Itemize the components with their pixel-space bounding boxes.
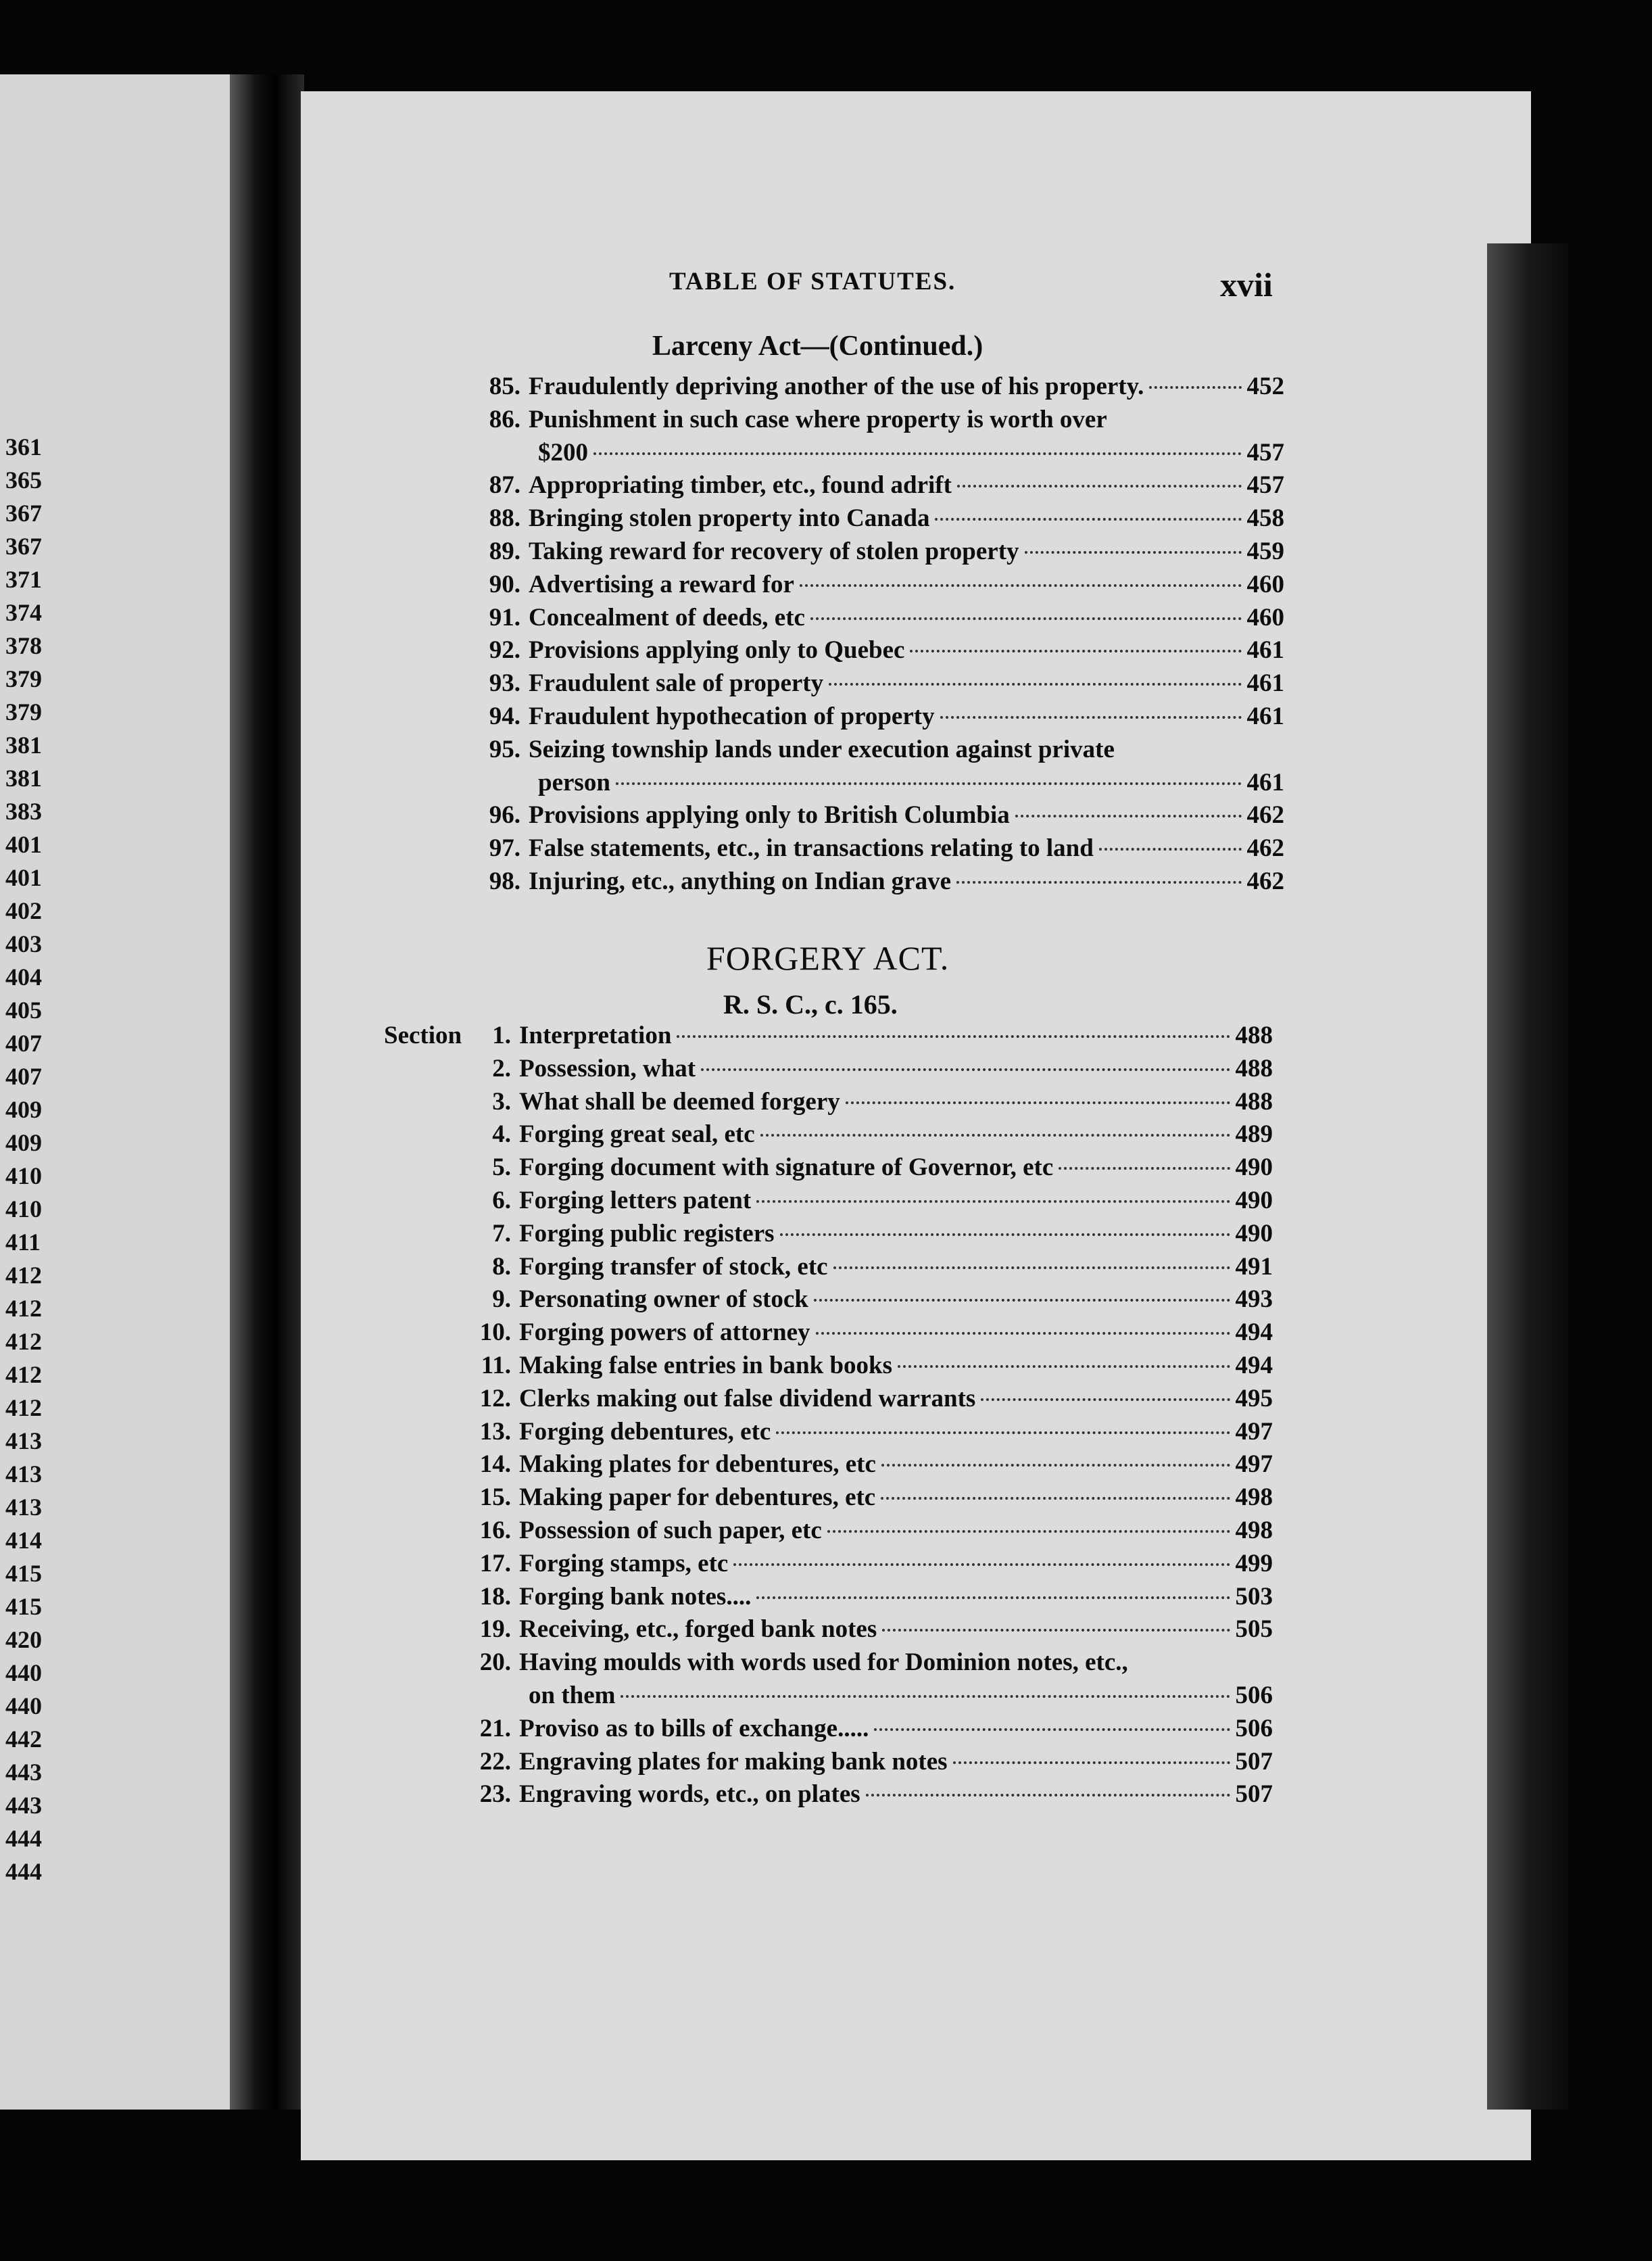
entry-page: 461 [1246, 636, 1284, 665]
entry-line [519, 1714, 1273, 1743]
dot-leader [866, 1794, 1230, 1796]
left-page-number: 412 [5, 1394, 42, 1421]
left-page-number: 412 [5, 1361, 42, 1388]
entry-number: 97. [489, 834, 520, 863]
left-page-number: 378 [5, 632, 42, 659]
left-page-number: 381 [5, 732, 42, 759]
entry-number: 19. [479, 1615, 511, 1644]
toc-entry [492, 1087, 1273, 1117]
left-page-number: 414 [5, 1527, 42, 1554]
entry-number: 17. [479, 1549, 511, 1577]
entry-page: 494 [1235, 1352, 1273, 1379]
entry-page: 490 [1235, 1153, 1273, 1182]
dot-leader [957, 485, 1242, 487]
entry-title: Forging bank notes.... [519, 1582, 752, 1611]
entry-page: 462 [1246, 834, 1284, 863]
left-page-number: 442 [5, 1726, 42, 1753]
left-page-number: 413 [5, 1460, 42, 1488]
entry-title: Forging stamps, etc [519, 1549, 729, 1577]
toc-entry [489, 702, 1284, 732]
dot-leader [756, 1596, 1230, 1599]
entry-number: 92. [489, 636, 520, 665]
dot-leader [814, 1299, 1230, 1302]
dot-leader [816, 1332, 1230, 1335]
toc-entry [479, 1384, 1273, 1414]
entry-title: Fraudulently depriving another of the use of his property. [529, 373, 1144, 400]
dot-leader [981, 1398, 1230, 1401]
left-page-number: 410 [5, 1162, 42, 1189]
dot-leader [677, 1035, 1230, 1038]
forgery-subheading: R. S. C., c. 165. [723, 989, 898, 1020]
entry-number: 89. [489, 538, 520, 565]
entry-line [519, 1318, 1273, 1347]
toc-entry-continuation [538, 768, 1284, 798]
entry-number: 85. [489, 373, 520, 400]
dot-leader [846, 1101, 1230, 1104]
entry-title: Forging document with signature of Governor, etc [519, 1153, 1054, 1182]
left-page-number: 402 [5, 897, 42, 924]
entry-title: Proviso as to bills of exchange..... [519, 1714, 869, 1742]
dot-leader [760, 1134, 1230, 1137]
dot-leader [829, 683, 1241, 686]
entry-number: 20. [479, 1648, 511, 1677]
toc-entry [479, 1549, 1273, 1579]
entry-page: 462 [1246, 867, 1284, 895]
entry-line [519, 1780, 1273, 1809]
dot-leader [733, 1563, 1230, 1566]
dot-leader [701, 1068, 1230, 1071]
left-page-number: 410 [5, 1195, 42, 1222]
toc-entry [479, 1714, 1273, 1744]
dot-leader [940, 716, 1242, 719]
entry-title: Forging powers of attorney [519, 1318, 810, 1347]
left-page-number: 409 [5, 1096, 42, 1123]
left-page-number: 440 [5, 1659, 42, 1686]
dot-leader [833, 1266, 1230, 1269]
entry-title: Fraudulent sale of property [529, 669, 824, 698]
dot-leader [780, 1233, 1230, 1236]
entry-title: Engraving plates for making bank notes [519, 1747, 948, 1776]
dot-leader [956, 881, 1242, 884]
entry-page: 460 [1246, 603, 1284, 632]
toc-entry [489, 867, 1284, 897]
entry-line [519, 1285, 1273, 1314]
entry-title: Receiving, etc., forged bank notes [519, 1615, 877, 1644]
entry-page: 506 [1235, 1682, 1273, 1709]
forgery-heading: FORGERY ACT. [706, 939, 950, 977]
left-page-number: 367 [5, 500, 42, 527]
entry-line [529, 801, 1284, 830]
dot-leader [898, 1365, 1230, 1368]
entry-line [529, 537, 1284, 566]
toc-entry [492, 1054, 1273, 1084]
entry-title: Possession, what [519, 1054, 696, 1082]
dot-leader [810, 617, 1242, 620]
entry-number: 7. [492, 1219, 511, 1247]
entry-title: Fraudulent hypothecation of property [529, 703, 935, 730]
left-page-number: 412 [5, 1328, 42, 1355]
dot-leader [756, 1200, 1230, 1203]
entry-page: 488 [1235, 1054, 1273, 1082]
entry-number: 4. [492, 1120, 511, 1149]
entry-page: 497 [1235, 1450, 1273, 1479]
entry-line [519, 1252, 1273, 1281]
entry-page: 503 [1235, 1582, 1273, 1611]
entry-title: Interpretation [519, 1022, 672, 1049]
toc-entry [489, 405, 1284, 435]
entry-line [529, 669, 1284, 698]
entry-page: 459 [1246, 538, 1284, 565]
entry-page: 457 [1246, 471, 1284, 500]
dot-leader [874, 1728, 1230, 1731]
left-page-fragment [0, 74, 230, 2110]
entry-title: Making plates for debentures, etc [519, 1450, 876, 1479]
entry-page: 457 [1246, 438, 1284, 467]
entry-line [529, 405, 1284, 434]
entry-title: Possession of such paper, etc [519, 1517, 822, 1544]
entry-title: Forging transfer of stock, etc [519, 1252, 828, 1281]
entry-line [519, 1582, 1273, 1611]
toc-entry [492, 1186, 1273, 1216]
entry-title: Taking reward for recovery of stolen property [529, 538, 1019, 565]
entry-line [529, 471, 1284, 500]
entry-line [519, 1351, 1273, 1380]
entry-line [529, 735, 1284, 764]
entry-line [529, 603, 1284, 632]
entry-number: 86. [489, 405, 520, 433]
entry-number: 6. [492, 1187, 511, 1214]
entry-number: 8. [492, 1252, 511, 1281]
dot-leader [1099, 848, 1242, 851]
entry-page: 497 [1235, 1417, 1273, 1446]
entry-number: 95. [489, 735, 520, 763]
left-page-number: 361 [5, 433, 42, 460]
left-page-number: 383 [5, 798, 42, 825]
entry-title: Provisions applying only to British Columbia [529, 801, 1010, 830]
toc-entry [481, 1351, 1273, 1381]
left-page-number: 409 [5, 1129, 42, 1156]
dot-leader [910, 650, 1241, 652]
left-page-number: 379 [5, 698, 42, 725]
entry-line [519, 1516, 1273, 1545]
entry-title-continued: $200 [538, 438, 588, 467]
entry-line [519, 1219, 1273, 1248]
entry-page: 490 [1235, 1219, 1273, 1247]
entry-page: 488 [1235, 1087, 1273, 1116]
entry-number: 5. [492, 1153, 511, 1182]
entry-title: Appropriating timber, etc., found adrift [529, 471, 952, 500]
entry-line [538, 768, 1284, 797]
entry-page: 452 [1246, 373, 1284, 400]
entry-number: 91. [489, 603, 520, 632]
left-page-number: 407 [5, 1030, 42, 1057]
toc-entry [479, 1483, 1273, 1513]
entry-title: Seizing township lands under execution against private [529, 735, 1115, 763]
entry-page: 498 [1235, 1517, 1273, 1544]
toc-entry [489, 537, 1284, 567]
entry-line [529, 636, 1284, 665]
entry-page: 507 [1235, 1780, 1273, 1809]
dot-leader [953, 1761, 1230, 1764]
entry-line [529, 372, 1284, 401]
left-page-number: 411 [5, 1229, 41, 1256]
toc-entry [489, 603, 1284, 633]
entry-page: 458 [1246, 504, 1284, 533]
section-label: Section [384, 1022, 462, 1049]
toc-entry [489, 834, 1284, 863]
toc-entry [489, 570, 1284, 600]
entry-line [519, 1087, 1273, 1116]
entry-line [529, 504, 1284, 533]
entry-page: 490 [1235, 1187, 1273, 1214]
toc-entry [479, 1648, 1273, 1677]
entry-title: What shall be deemed forgery [519, 1087, 840, 1116]
entry-line [519, 1153, 1273, 1182]
toc-entry [489, 669, 1284, 698]
left-page-number: 401 [5, 864, 42, 891]
entry-title: Having moulds with words used for Dominion notes, etc., [519, 1648, 1128, 1677]
toc-entry [479, 1318, 1273, 1348]
entry-line [529, 834, 1284, 863]
toc-entry [479, 1582, 1273, 1612]
toc-entry-continuation [529, 1681, 1273, 1711]
entry-line [519, 1120, 1273, 1149]
left-page-number: 374 [5, 599, 42, 626]
entry-number: 23. [479, 1780, 511, 1809]
left-page-number: 415 [5, 1593, 42, 1620]
toc-entry [492, 1153, 1273, 1183]
toc-entry [492, 1120, 1273, 1149]
left-page-number: 379 [5, 665, 42, 692]
toc-entry [489, 636, 1284, 665]
dot-leader [881, 1464, 1230, 1467]
entry-number: 11. [481, 1352, 511, 1379]
entry-title-continued: on them [529, 1682, 616, 1709]
dot-leader [1059, 1167, 1230, 1170]
left-page-number: 420 [5, 1626, 42, 1653]
entry-number: 1. [492, 1022, 511, 1049]
dot-leader [1015, 815, 1242, 817]
left-page-number: 404 [5, 963, 42, 991]
left-page-number: 381 [5, 765, 42, 792]
toc-entry [492, 1021, 1273, 1051]
entry-number: 93. [489, 669, 520, 698]
entry-number: 22. [479, 1747, 511, 1776]
entry-page: 505 [1235, 1615, 1273, 1644]
toc-entry [479, 1417, 1273, 1447]
left-page-number: 371 [5, 566, 42, 593]
dot-leader [935, 518, 1241, 521]
entry-page: 488 [1235, 1022, 1273, 1049]
left-page-number: 407 [5, 1063, 42, 1090]
dot-leader [882, 1629, 1230, 1632]
entry-title: Making paper for debentures, etc [519, 1483, 876, 1512]
entry-number: 18. [479, 1582, 511, 1611]
entry-number: 9. [492, 1285, 511, 1314]
left-page-number: 443 [5, 1759, 42, 1786]
entry-page: 507 [1235, 1747, 1273, 1776]
toc-entry [492, 1219, 1273, 1249]
entry-page: 493 [1235, 1285, 1273, 1314]
entry-line [519, 1450, 1273, 1479]
entry-number: 12. [479, 1384, 511, 1412]
entry-title: Engraving words, etc., on plates [519, 1780, 860, 1809]
toc-entry [489, 735, 1284, 765]
entry-line [519, 1648, 1273, 1677]
left-page-number: 403 [5, 930, 42, 957]
entry-title: Forging letters patent [519, 1187, 752, 1214]
toc-entry [479, 1747, 1273, 1777]
entry-line [519, 1417, 1273, 1446]
entry-number: 94. [489, 703, 520, 730]
entry-line [529, 1681, 1273, 1710]
left-page-number: 440 [5, 1692, 42, 1719]
entry-line [519, 1747, 1273, 1776]
entry-page: 494 [1235, 1318, 1273, 1347]
entry-page: 491 [1235, 1252, 1273, 1281]
toc-entry [489, 471, 1284, 500]
entry-number: 98. [489, 867, 520, 895]
running-head: TABLE OF STATUTES. [669, 268, 956, 295]
dot-leader [593, 452, 1242, 455]
toc-entry [489, 372, 1284, 402]
entry-number: 90. [489, 570, 520, 598]
entry-page: 461 [1246, 703, 1284, 730]
dot-leader [800, 584, 1242, 587]
toc-entry [492, 1285, 1273, 1314]
entry-page: 498 [1235, 1483, 1273, 1512]
entry-title: Concealment of deeds, etc [529, 603, 805, 632]
entry-title: Personating owner of stock [519, 1285, 808, 1314]
entry-number: 15. [479, 1483, 511, 1512]
entry-line [529, 867, 1284, 896]
entry-line [519, 1021, 1273, 1050]
entry-line [519, 1054, 1273, 1083]
entry-title: Making false entries in bank books [519, 1352, 893, 1379]
left-page-number: 444 [5, 1825, 42, 1852]
entry-line [529, 570, 1284, 599]
entry-line [519, 1384, 1273, 1413]
dot-leader [621, 1695, 1230, 1698]
toc-entry [492, 1252, 1273, 1282]
entry-page: 489 [1235, 1120, 1273, 1149]
left-page-number: 443 [5, 1792, 42, 1819]
left-page-number: 444 [5, 1858, 42, 1885]
left-page-number: 412 [5, 1295, 42, 1322]
toc-entry [479, 1450, 1273, 1479]
toc-entry [489, 801, 1284, 830]
entry-title: False statements, etc., in transactions relating to land [529, 834, 1094, 863]
entry-title-continued: person [538, 768, 610, 796]
entry-title: Provisions applying only to Quebec [529, 636, 905, 665]
toc-entry [479, 1615, 1273, 1644]
dot-leader [1025, 551, 1242, 554]
entry-page: 460 [1246, 570, 1284, 598]
entry-title: Bringing stolen property into Canada [529, 504, 930, 533]
entry-number: 2. [492, 1054, 511, 1082]
entry-line [519, 1186, 1273, 1215]
entry-line [519, 1549, 1273, 1578]
entry-page: 506 [1235, 1714, 1273, 1742]
entry-line [538, 438, 1284, 467]
larceny-heading: Larceny Act—(Continued.) [652, 331, 983, 362]
entry-number: 87. [489, 471, 520, 500]
left-page-number: 412 [5, 1262, 42, 1289]
left-page-number: 415 [5, 1560, 42, 1587]
entry-number: 16. [479, 1517, 511, 1544]
entry-title: Punishment in such case where property is worth over [529, 405, 1107, 433]
entry-page: 499 [1235, 1549, 1273, 1577]
entry-number: 96. [489, 801, 520, 830]
page-folio: xvii [1220, 266, 1273, 304]
book-gutter [230, 74, 304, 2110]
left-page-number: 401 [5, 831, 42, 858]
page-edge-shadow [1487, 243, 1568, 2110]
left-page-number: 413 [5, 1427, 42, 1454]
entry-page: 462 [1246, 801, 1284, 830]
entry-title: Forging great seal, etc [519, 1120, 755, 1149]
entry-number: 10. [479, 1318, 511, 1347]
entry-number: 14. [479, 1450, 511, 1479]
entry-line [519, 1483, 1273, 1512]
entry-number: 88. [489, 504, 520, 533]
dot-leader [1149, 386, 1241, 389]
entry-line [529, 702, 1284, 731]
entry-title: Forging public registers [519, 1219, 775, 1247]
entry-page: 461 [1246, 669, 1284, 698]
entry-number: 3. [492, 1087, 511, 1116]
left-page-number: 365 [5, 467, 42, 494]
dot-leader [776, 1431, 1230, 1434]
entry-line [519, 1615, 1273, 1644]
entry-title: Forging debentures, etc [519, 1417, 771, 1446]
toc-entry-continuation [538, 438, 1284, 468]
entry-title: Injuring, etc., anything on Indian grave [529, 867, 951, 895]
entry-title: Advertising a reward for [529, 570, 794, 598]
entry-number: 21. [479, 1714, 511, 1742]
entry-number: 13. [479, 1417, 511, 1446]
left-page-number: 367 [5, 533, 42, 560]
toc-entry [489, 504, 1284, 533]
toc-entry [479, 1516, 1273, 1546]
left-page-number: 405 [5, 997, 42, 1024]
dot-leader [616, 782, 1242, 785]
dot-leader [881, 1497, 1230, 1500]
dot-leader [827, 1530, 1230, 1533]
entry-page: 495 [1235, 1384, 1273, 1412]
entry-page: 461 [1246, 768, 1284, 796]
toc-entry [479, 1780, 1273, 1809]
entry-title: Clerks making out false dividend warrants [519, 1384, 976, 1412]
left-page-number: 413 [5, 1494, 42, 1521]
